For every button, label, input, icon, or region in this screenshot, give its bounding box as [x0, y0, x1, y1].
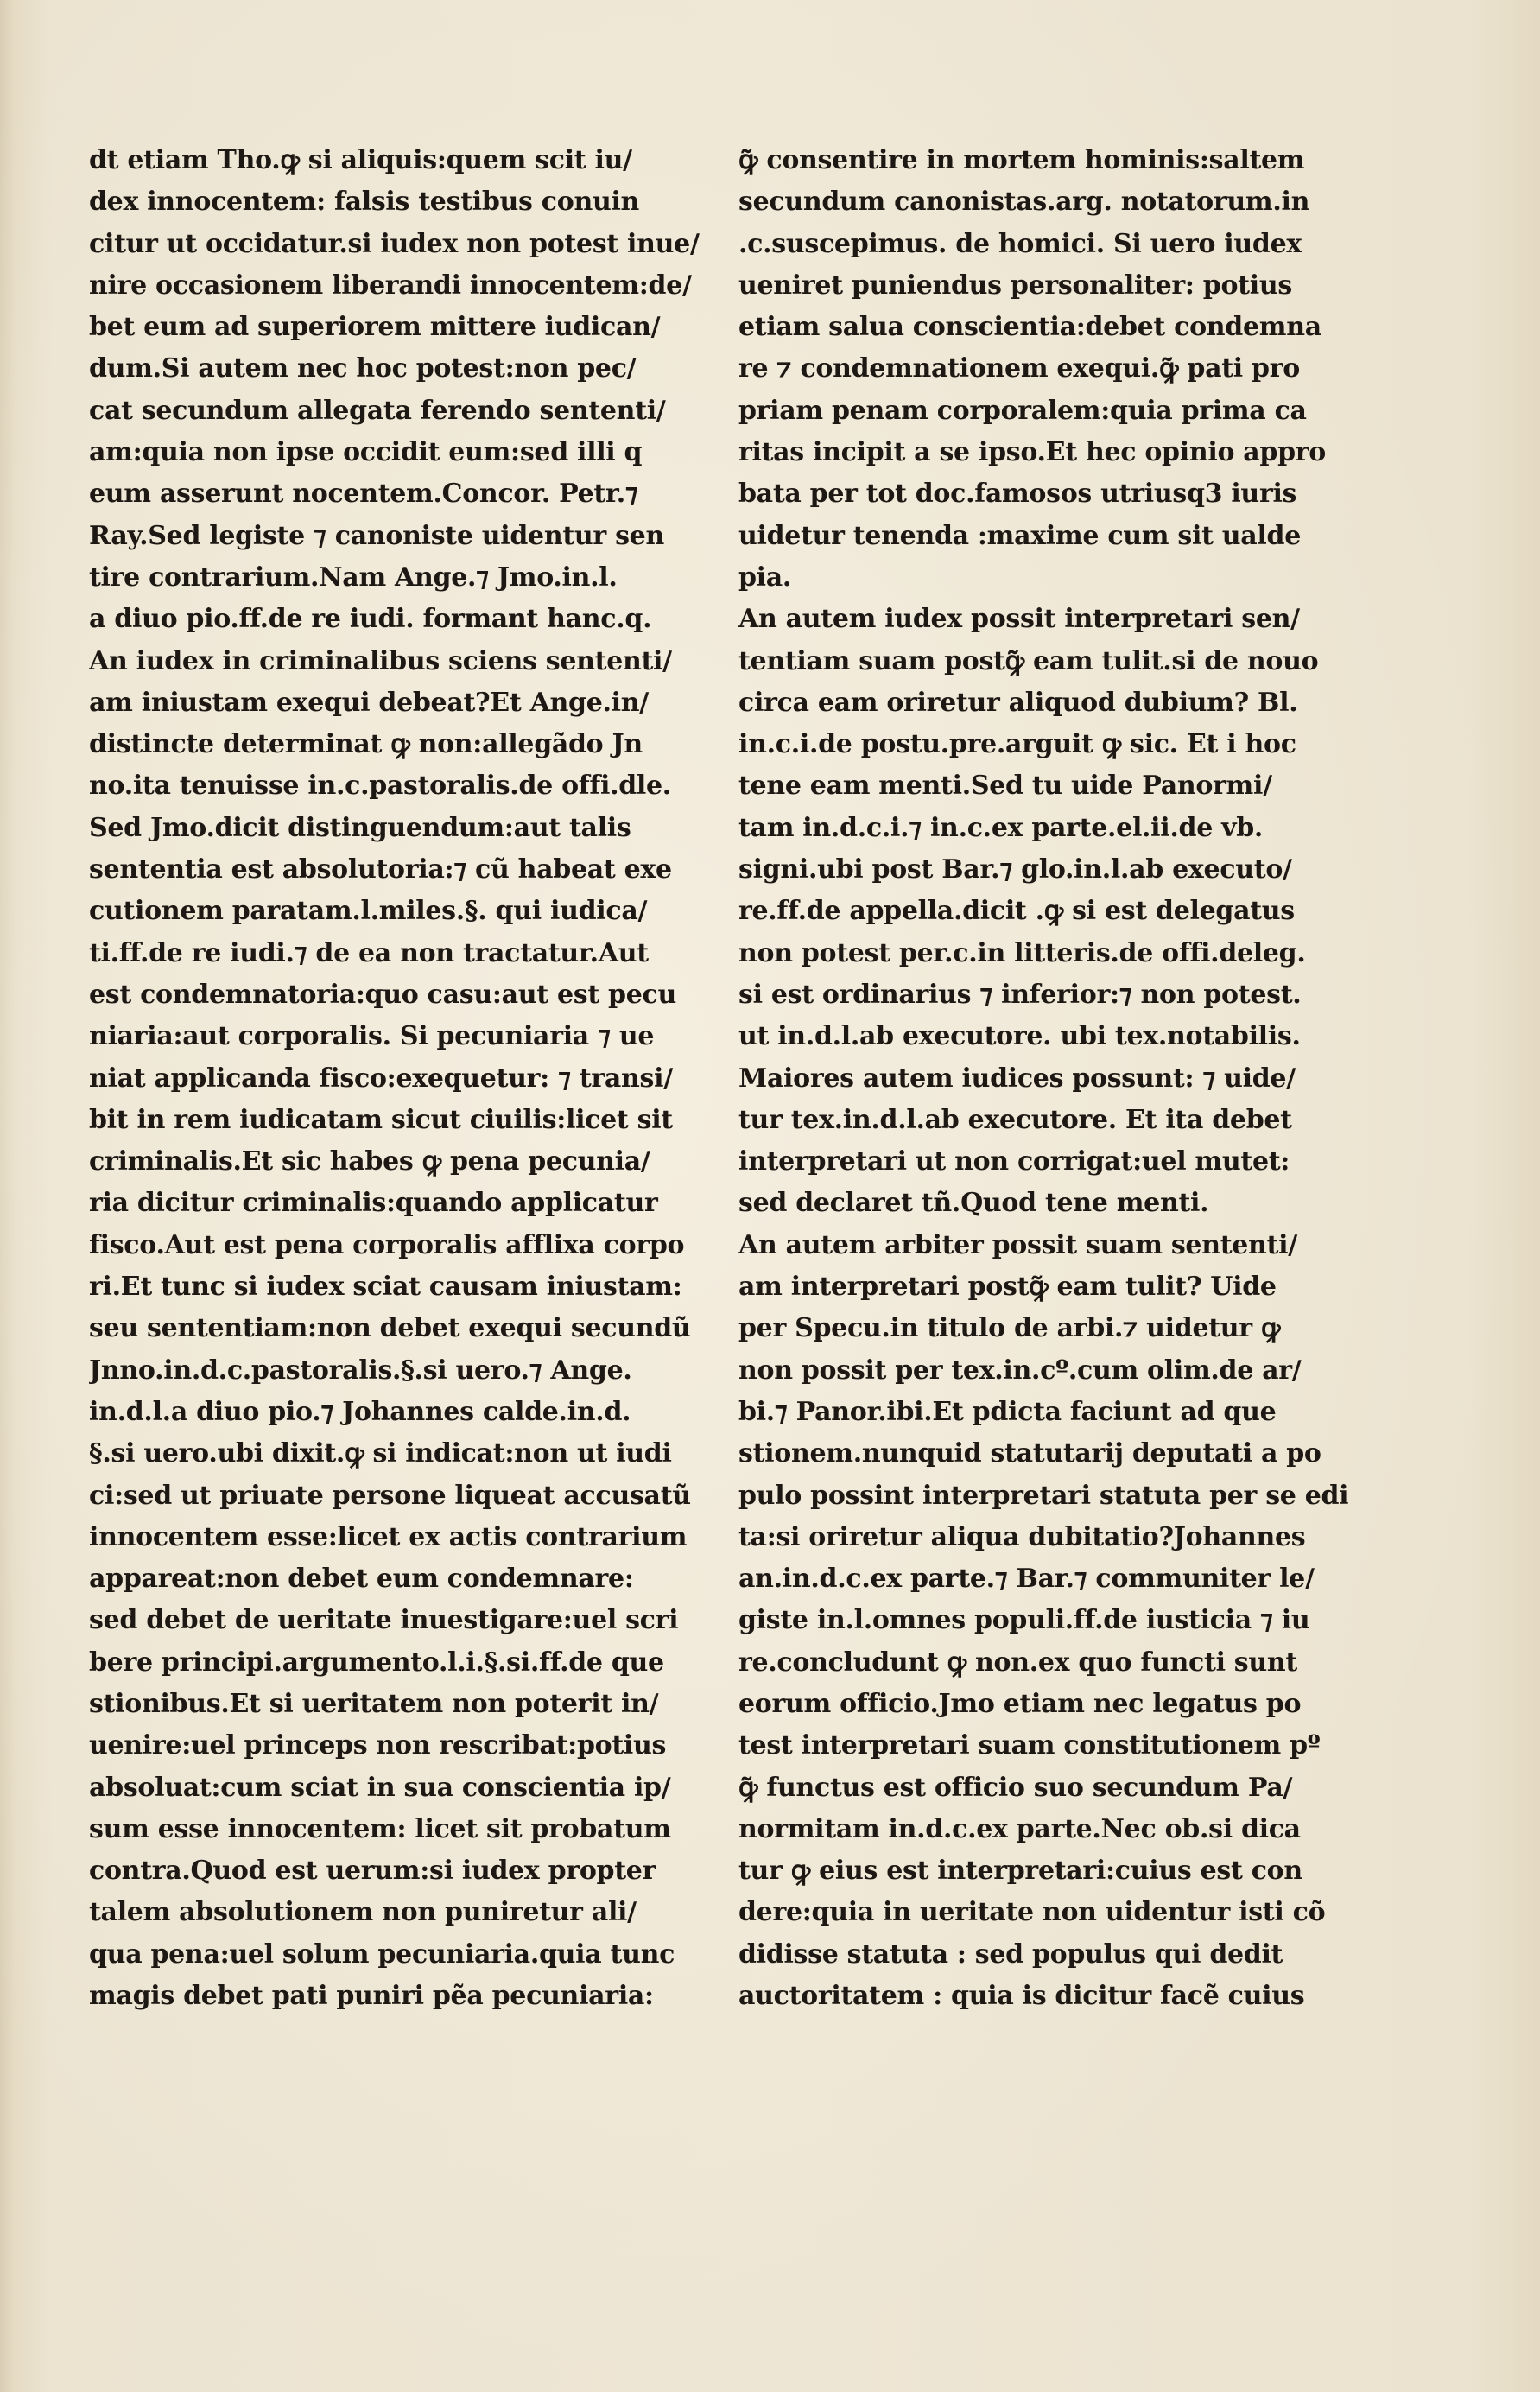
- text-line: innocentem esse:licet ex actis contrarium: [89, 1521, 688, 1552]
- text-line: am:quia non ipse occidit eum:sed illi q: [89, 437, 643, 468]
- text-line: fisco.Aut est pena corporalis afflixa corpo: [89, 1229, 685, 1260]
- text-line: non potest per.c.in litteris.de offi.deleg.: [738, 937, 1306, 968]
- text-line: nire occasionem liberandi innocentem:de/: [89, 270, 692, 301]
- text-line: appareat:non debet eum condemnare:: [89, 1564, 634, 1595]
- text-line: an.in.d.c.ex parte.⁊ Bar.⁊ communiter le/: [738, 1564, 1315, 1595]
- text-line: tam in.d.c.i.⁊ in.c.ex parte.el.ii.de vb.: [738, 812, 1264, 843]
- text-line: magis debet pati puniri pẽa pecuniaria:: [89, 1981, 654, 2012]
- text-line: absoluat:cum sciat in sua conscientia ip/: [89, 1772, 671, 1803]
- text-line: bi.⁊ Panor.ibi.Et pdicta faciunt ad que: [738, 1396, 1277, 1427]
- text-line: An autem arbiter possit suam sententi/: [738, 1229, 1297, 1260]
- text-line: in.c.i.de postu.pre.arguit ꝙ sic. Et i hoc: [738, 729, 1296, 760]
- text-line: eum asserunt nocentem.Concor. Petr.⁊: [89, 479, 638, 510]
- text-line: dum.Si autem nec hoc potest:non pec/: [89, 353, 637, 384]
- text-line: si est ordinarius ⁊ inferior:⁊ non potest.: [738, 979, 1302, 1010]
- text-line: ta:si oriretur aliqua dubitatio?Johannes: [738, 1521, 1306, 1552]
- text-line: seu sententiam:non debet exequi secundũ: [89, 1313, 691, 1344]
- text-line: bata per tot doc.famosos utriusq3 iuris: [738, 479, 1297, 510]
- text-line: secundum canonistas.arg. notatorum.in: [738, 187, 1310, 218]
- text-line: interpretari ut non corrigat:uel mutet:: [738, 1146, 1290, 1177]
- text-line: criminalis.Et sic habes ꝙ pena pecunia/: [89, 1146, 650, 1177]
- text-line: in.d.l.a diuo pio.⁊ Johannes calde.in.d.: [89, 1396, 631, 1427]
- text-line: signi.ubi post Bar.⁊ glo.in.l.ab executo/: [738, 854, 1292, 885]
- text-line: Sed Jmo.dicit distinguendum:aut talis: [89, 812, 631, 843]
- text-line: priam penam corporalem:quia prima ca: [738, 395, 1307, 426]
- text-line: tentiam suam postꝙ̃ eam tulit.si de nouo: [738, 645, 1319, 676]
- text-line: stionibus.Et si ueritatem non poterit in/: [89, 1688, 659, 1719]
- text-line: re.ff.de appella.dicit .ꝙ si est delegatus: [738, 896, 1295, 927]
- text-line: ꝙ̃ functus est officio suo secundum Pa/: [738, 1772, 1293, 1803]
- text-line: test interpretari suam constitutionem pº: [738, 1730, 1321, 1761]
- text-line: auctoritatem : quia is dicitur facẽ cuius: [738, 1981, 1305, 2012]
- text-line: a diuo pio.ff.de re iudi. formant hanc.q.: [89, 604, 652, 635]
- text-line: non possit per tex.in.cº.cum olim.de ar/: [738, 1355, 1302, 1386]
- text-line: uenire:uel princeps non rescribat:potius: [89, 1730, 667, 1761]
- text-line: tene eam menti.Sed tu uide Panormi/: [738, 771, 1272, 802]
- text-line: Jnno.in.d.c.pastoralis.§.si uero.⁊ Ange.: [89, 1355, 632, 1386]
- right-text-column: [738, 140, 1378, 2017]
- text-line: qua pena:uel solum pecuniaria.quia tunc: [89, 1938, 675, 1970]
- text-line: cat secundum allegata ferendo sententi/: [89, 395, 666, 426]
- text-line: am interpretari postꝙ̃ eam tulit? Uide: [738, 1272, 1277, 1303]
- text-line: ci:sed ut priuate persone liqueat accusatũ: [89, 1480, 691, 1511]
- text-line: §.si uero.ubi dixit.ꝙ si indicat:non ut iudi: [89, 1438, 672, 1469]
- text-line: cutionem paratam.l.miles.§. qui iudica/: [89, 896, 648, 927]
- text-line: est condemnatoria:quo casu:aut est pecu: [89, 979, 676, 1010]
- text-line: uidetur tenenda :maxime cum sit ualde: [738, 520, 1301, 551]
- text-line: sententia est absolutoria:⁊ cũ habeat exe: [89, 854, 672, 885]
- text-line: per Specu.in titulo de arbi.⁊ uidetur ꝙ: [738, 1313, 1281, 1344]
- text-line: re.concludunt ꝙ non.ex quo functi sunt: [738, 1646, 1297, 1678]
- text-line: ri.Et tunc si iudex sciat causam iniustam:: [89, 1272, 682, 1303]
- text-line: An iudex in criminalibus sciens sententi/: [89, 645, 672, 676]
- text-line: ritas incipit a se ipso.Et hec opinio appro: [738, 437, 1327, 468]
- text-line: tur tex.in.d.l.ab executore. Et ita debet: [738, 1104, 1292, 1135]
- text-line: tire contrarium.Nam Ange.⁊ Jmo.in.l.: [89, 562, 618, 593]
- text-line: dere:quia in ueritate non uidentur isti cõ: [738, 1897, 1326, 1928]
- text-line: etiam salua conscientia:debet condemna: [738, 312, 1321, 343]
- text-line: normitam in.d.c.ex parte.Nec ob.si dica: [738, 1813, 1301, 1844]
- text-line: eorum officio.Jmo etiam nec legatus po: [738, 1688, 1302, 1719]
- text-line: dex innocentem: falsis testibus conuin: [89, 187, 640, 218]
- text-line: ut in.d.l.ab executore. ubi tex.notabilis.: [738, 1021, 1301, 1052]
- text-line: ꝙ̃ consentire in mortem hominis:saltem: [738, 145, 1305, 175]
- text-line: no.ita tenuisse in.c.pastoralis.de offi.dle.: [89, 771, 671, 802]
- text-line: giste in.l.omnes populi.ff.de iusticia ⁊ iu: [738, 1605, 1310, 1636]
- text-line: distincte determinat ꝙ non:allegãdo Jn: [89, 729, 643, 760]
- text-line: bet eum ad superiorem mittere iudican/: [89, 312, 661, 343]
- text-line: niaria:aut corporalis. Si pecuniaria ⁊ ue: [89, 1021, 655, 1052]
- text-line: ti.ff.de re iudi.⁊ de ea non tractatur.Aut: [89, 937, 649, 968]
- text-line: sum esse innocentem: licet sit probatum: [89, 1813, 671, 1844]
- text-line: stionem.nunquid statutarij deputati a po: [738, 1438, 1321, 1469]
- text-line: sed debet de ueritate inuestigare:uel scri: [89, 1605, 679, 1636]
- left-text-column: [89, 140, 745, 2017]
- text-line: Ray.Sed legiste ⁊ canoniste uidentur sen: [89, 520, 664, 551]
- text-line: Maiores autem iudices possunt: ⁊ uide/: [738, 1063, 1296, 1094]
- text-line: circa eam oriretur aliquod dubium? Bl.: [738, 687, 1298, 718]
- text-line: pulo possint interpretari statuta per se edi: [738, 1480, 1349, 1511]
- text-line: An autem iudex possit interpretari sen/: [738, 604, 1300, 635]
- text-line: ria dicitur criminalis:quando applicatur: [89, 1188, 658, 1219]
- text-line: contra.Quod est uerum:si iudex propter: [89, 1856, 656, 1887]
- text-line: dt etiam Tho.ꝙ si aliquis:quem scit iu/: [89, 145, 632, 175]
- text-line: am iniustam exequi debeat?Et Ange.in/: [89, 687, 649, 718]
- text-line: tur ꝙ eius est interpretari:cuius est con: [738, 1856, 1302, 1887]
- text-line: niat applicanda fisco:exequetur: ⁊ transi/: [89, 1063, 673, 1094]
- text-line: re ⁊ condemnationem exequi.ꝙ̃ pati pro: [738, 353, 1300, 384]
- text-line: citur ut occidatur.si iudex non potest inue/: [89, 228, 700, 259]
- text-line: didisse statuta : sed populus qui dedit: [738, 1938, 1283, 1970]
- text-line: pia.: [738, 562, 792, 593]
- text-line: talem absolutionem non puniretur ali/: [89, 1897, 637, 1928]
- text-line: bit in rem iudicatam sicut ciuilis:licet sit: [89, 1104, 673, 1135]
- text-line: sed declaret tñ.Quod tene menti.: [738, 1188, 1209, 1219]
- text-line: ueniret puniendus personaliter: potius: [738, 270, 1292, 301]
- text-line: .c.suscepimus. de homici. Si uero iudex: [738, 228, 1302, 259]
- text-line: bere principi.argumento.l.i.§.si.ff.de que: [89, 1646, 664, 1678]
